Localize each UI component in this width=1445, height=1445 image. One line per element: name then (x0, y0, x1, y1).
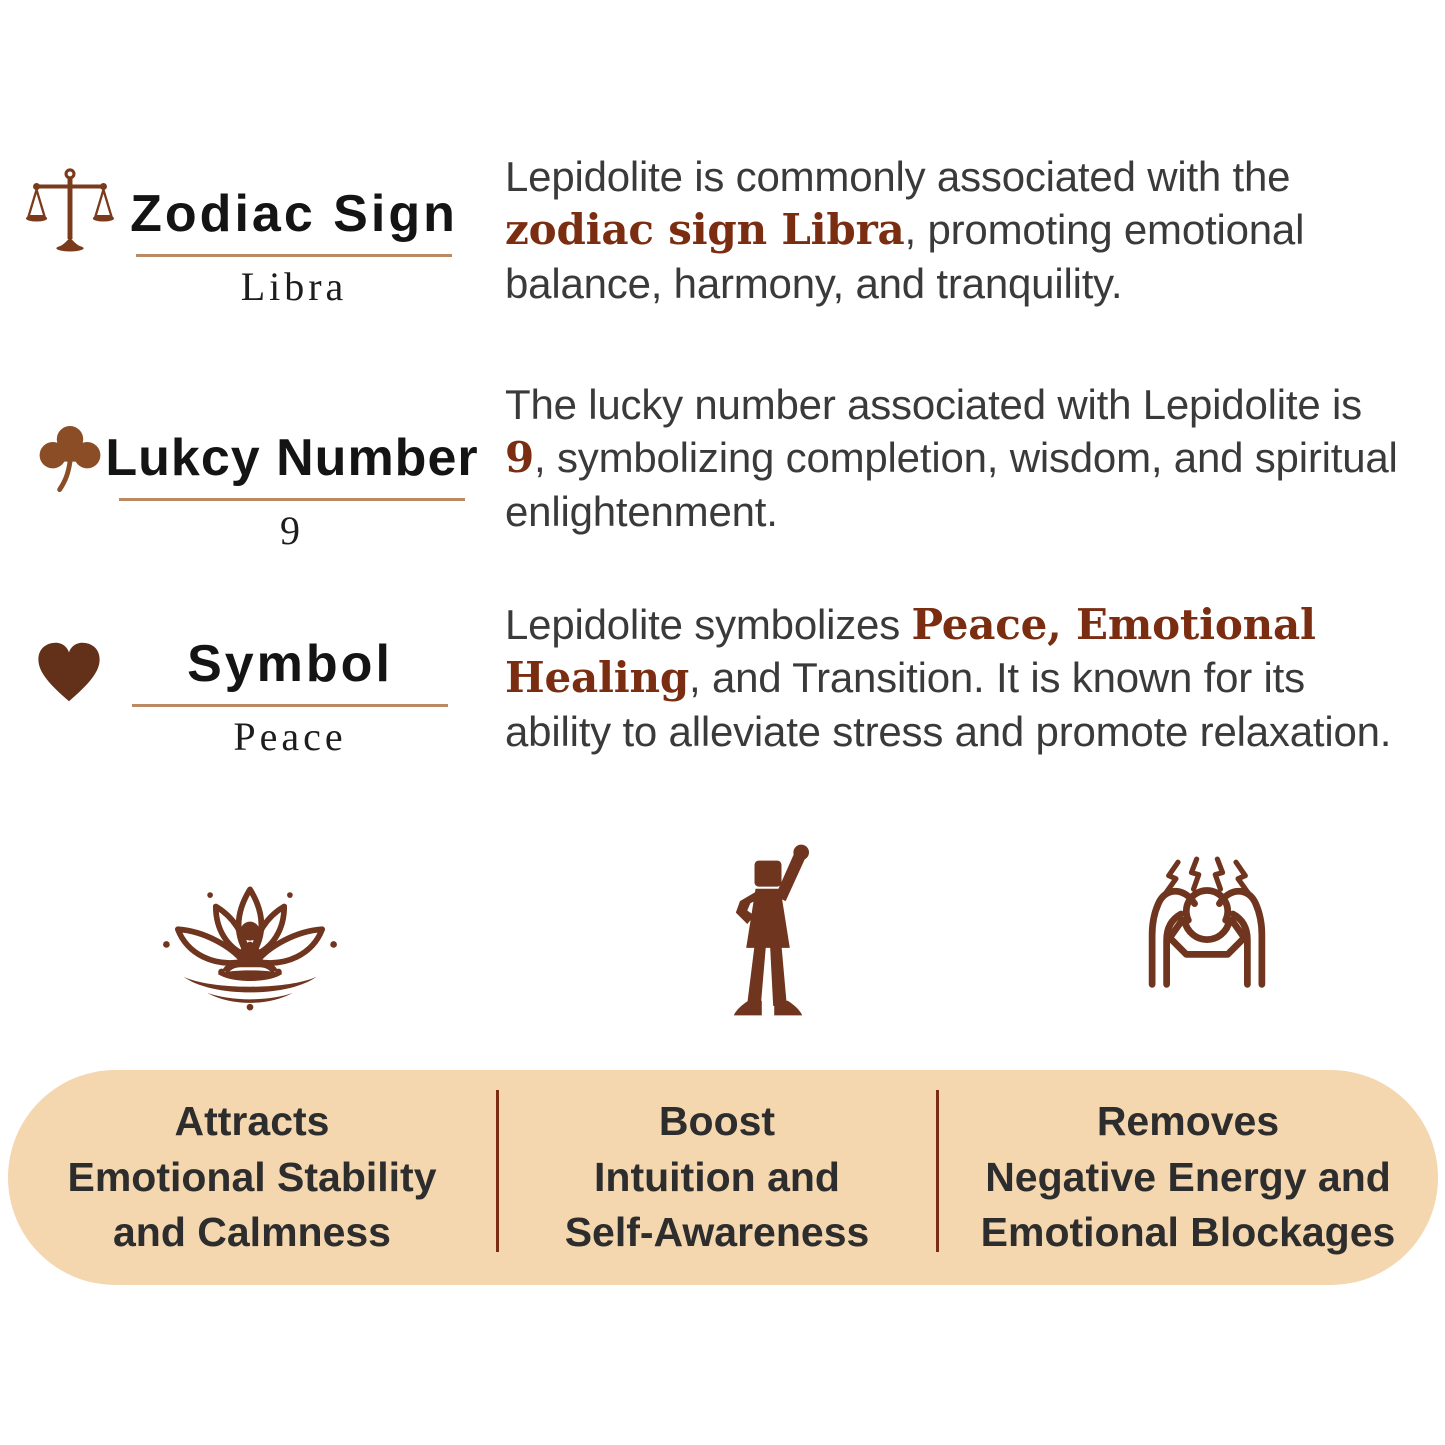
benefit-line: and Calmness (112, 1209, 391, 1256)
clover-icon (30, 418, 110, 502)
benefit-line: Removes (1096, 1097, 1280, 1144)
benefit-item-negative-energy (938, 1070, 1438, 1285)
title-underline (136, 254, 452, 257)
benefit-line: Self-Awareness (564, 1209, 870, 1256)
benefit-text (981, 1094, 1396, 1261)
row-value-lucky-number: 9 (280, 508, 304, 553)
benefit-line: Negative Energy and (985, 1153, 1391, 1200)
benefit-line: Intuition and (594, 1153, 840, 1200)
highlight-text: 9 (505, 433, 535, 483)
scales-of-justice-icon (26, 166, 114, 254)
lucky-number-description (505, 378, 1400, 538)
symbol-description (505, 598, 1400, 758)
zodiac-description (505, 150, 1400, 310)
description-text: Lepidolite symbolizes (505, 601, 912, 648)
symbol-block (118, 634, 462, 760)
benefit-text (67, 1094, 436, 1261)
benefits-banner (8, 1070, 1438, 1285)
row-title-zodiac: Zodiac Sign (130, 185, 458, 243)
stressed-person-icon (1133, 856, 1281, 1032)
description-text: , promoting emotional balance, harmony, and tranquility. (505, 206, 1305, 307)
lotus-meditation-icon (155, 874, 345, 1032)
benefit-line: Attracts (174, 1097, 330, 1144)
superhero-icon (716, 842, 820, 1034)
benefit-item-intuition (496, 1070, 938, 1285)
row-value-zodiac: Libra (240, 264, 348, 309)
description-text: Lepidolite is commonly associated with the (505, 153, 1291, 200)
benefit-line: Boost (658, 1097, 776, 1144)
row-title-symbol: Symbol (187, 635, 393, 693)
row-title-lucky-number: Lukcy Number (105, 429, 479, 487)
banner-divider (496, 1090, 499, 1252)
title-underline (132, 704, 448, 707)
benefit-item-emotional-stability (8, 1070, 496, 1285)
benefit-line: Emotional Blockages (980, 1209, 1396, 1256)
benefit-text (565, 1094, 870, 1261)
benefit-line: Emotional Stability (67, 1153, 437, 1200)
zodiac-sign-block (122, 184, 466, 310)
description-text: The lucky number associated with Lepidolite is (505, 381, 1362, 428)
description-text: , and Transition. It is known for its ability to alleviate stress and promote relaxation. (505, 654, 1392, 755)
row-value-symbol: Peace (233, 714, 347, 759)
lucky-number-block (104, 428, 480, 554)
banner-divider (936, 1090, 939, 1252)
highlight-text: Peace, Emotional Healing (505, 600, 1316, 703)
title-underline (119, 498, 465, 501)
description-text: , symbolizing completion, wisdom, and spiritual enlightenment. (505, 434, 1398, 535)
highlight-text: zodiac sign Libra (505, 205, 905, 255)
heart-icon (34, 640, 104, 704)
